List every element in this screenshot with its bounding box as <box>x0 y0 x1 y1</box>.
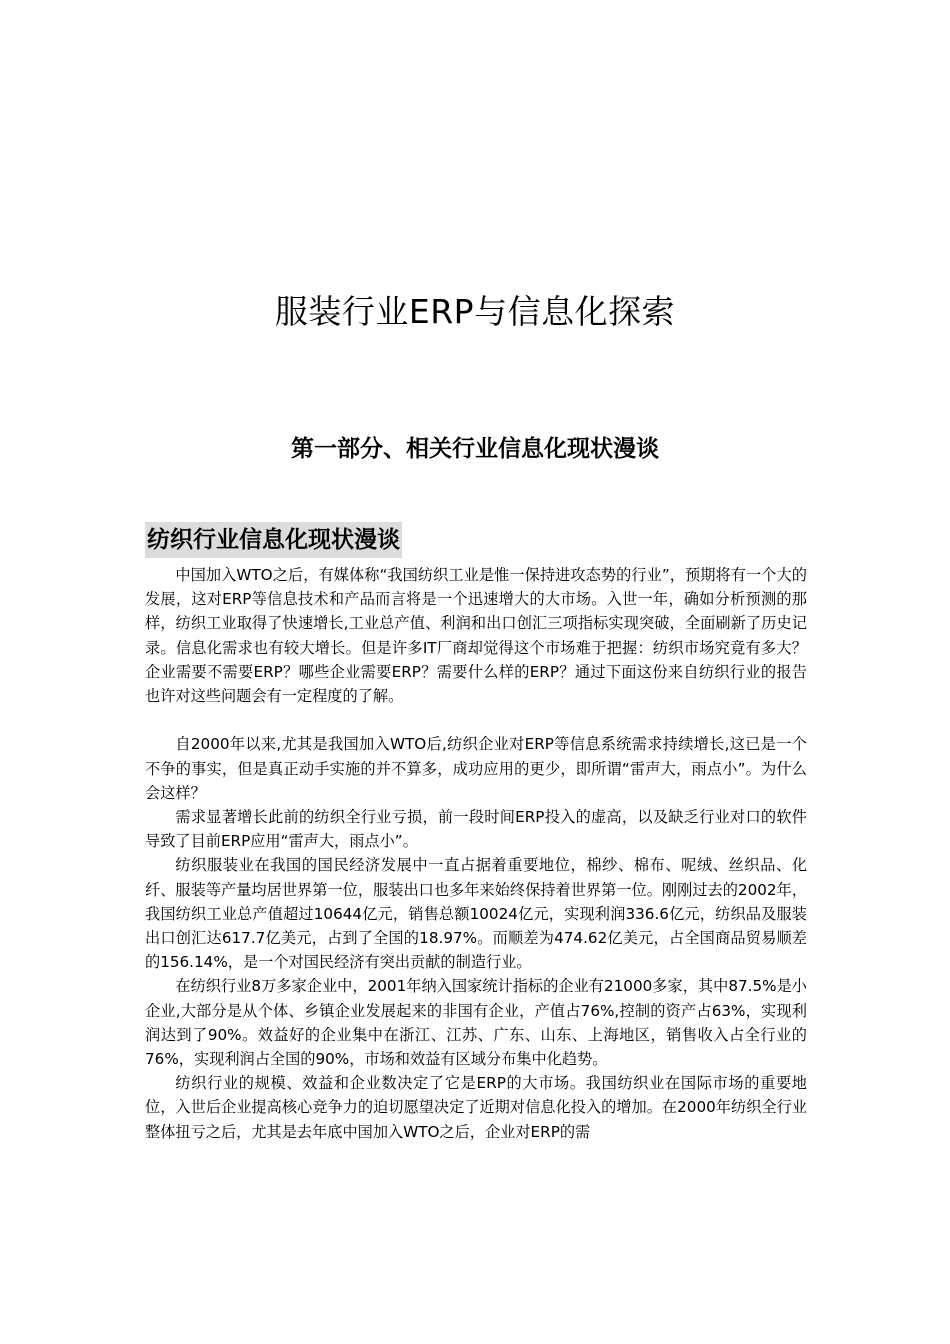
paragraph-spacer <box>145 708 807 732</box>
paragraph: 纺织服装业在我国的国民经济发展中一直占据着重要地位，棉纱、棉布、呢绒、丝织品、化纤、服装等产量均居世界第一位，服装出口也多年来始终保持着世界第一位。刚刚过去的2002年，我国纺织工业总产值超过10644亿元，销售总额10024亿元，实现利润336.6亿元，纺织品及服装出口创汇达617.7亿美元，占到了全国的18.97%。而顺差为474.62亿美元，占全国商品贸易顺差的156.14%，是一个对国民经济有突出贡献的制造行业。 <box>145 856 807 972</box>
paragraph: 在纺织行业8万多家企业中，2001年纳入国家统计指标的企业有21000多家，其中87.5%是小企业,大部分是从个体、乡镇企业发展起来的非国有企业，产值占76%,控制的资产占63%，实现利润达到了90%。效益好的企业集中在浙江、江苏、广东、山东、上海地区，销售收入占全行业的76%，实现利润占全国的90%，市场和效益有区域分布集中化趋势。 <box>145 977 807 1069</box>
paragraph: 中国加入WTO之后，有媒体称“我国纺织工业是惟一保持进攻态势的行业”，预期将有一个大的发展，这对ERP等信息技术和产品而言将是一个迅速增大的大市场。入世一年，确如分析预测的那样，纺织工业取得了快速增长,工业总产值、利润和出口创汇三项指标实现突破，全面刷新了历史记录。信息化需求也有较大增长。但是许多IT厂商却觉得这个市场难于把握：纺织市场究竟有多大？企业需要不需要ERP？哪些企业需要ERP？需要什么样的ERP？通过下面这份来自纺织行业的报告也许对这些问题会有一定程度的了解。 <box>145 566 807 706</box>
section-heading: 纺织行业信息化现状漫谈 <box>145 522 402 558</box>
part-title: 第一部分、相关行业信息化现状漫谈 <box>291 436 659 462</box>
paragraph: 需求显著增长此前的纺织全行业亏损，前一段时间ERP投入的虚高，以及缺乏行业对口的软件导致了目前ERP应用“雷声大，雨点小”。 <box>145 808 807 851</box>
document-body <box>145 563 807 1144</box>
paragraph: 自2000年以来,尤其是我国加入WTO后,纺织企业对ERP等信息系统需求持续增长,这已是一个不争的事实，但是真正动手实施的并不算多，成功应用的更少，即所谓“雷声大，雨点小”。为什么会这样？ <box>145 735 807 802</box>
document-title: 服装行业ERP与信息化探索 <box>274 292 676 331</box>
paragraph: 纺织行业的规模、效益和企业数决定了它是ERP的大市场。我国纺织业在国际市场的重要地位，入世后企业提高核心竞争力的迫切愿望决定了近期对信息化投入的增加。在2000年纺织全行业整体扭亏之后，尤其是去年底中国加入WTO之后，企业对ERP的需 <box>145 1074 807 1141</box>
